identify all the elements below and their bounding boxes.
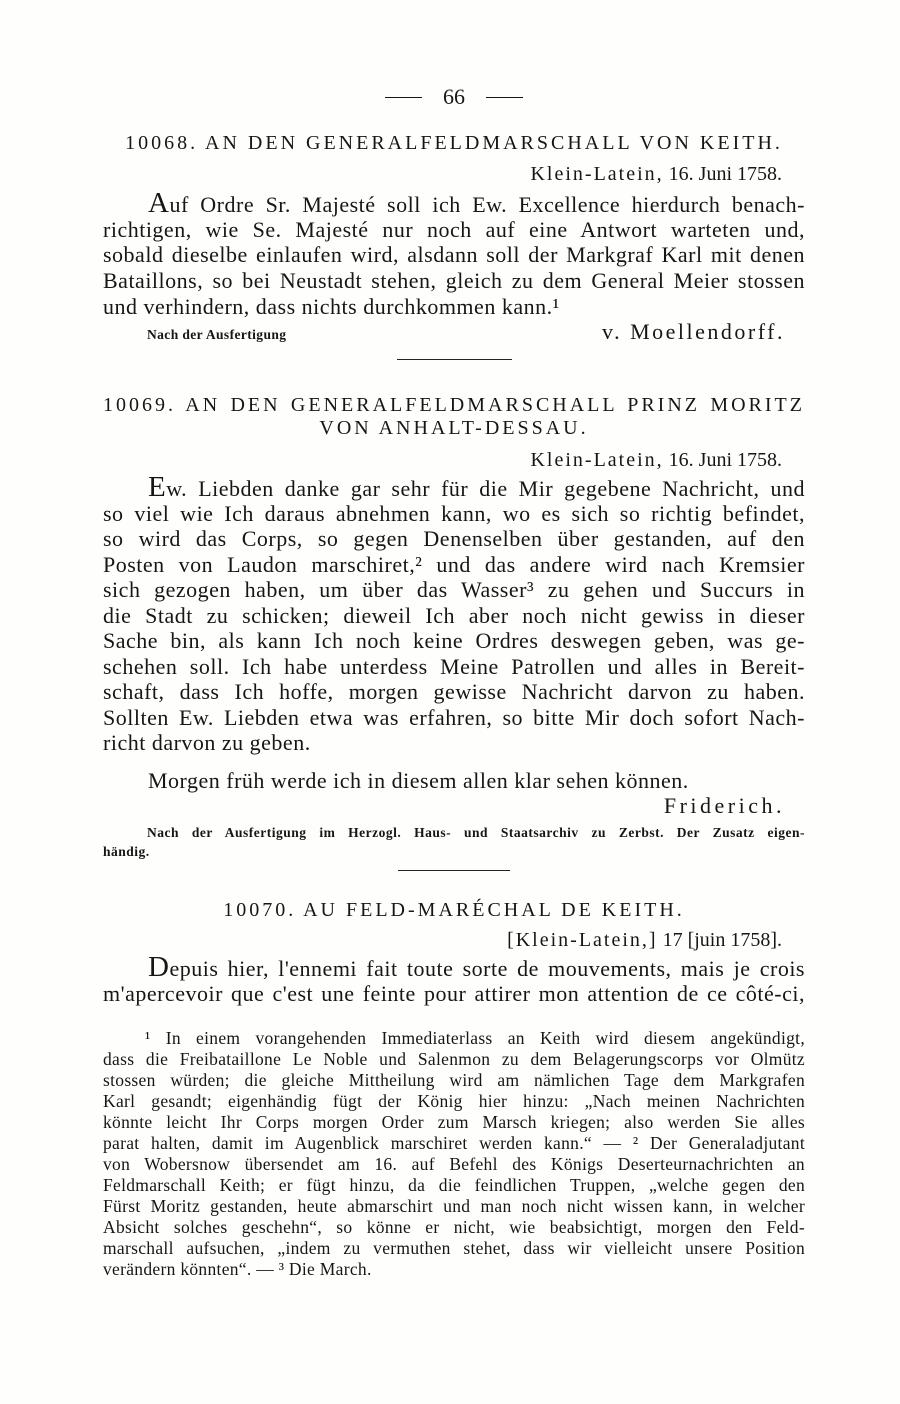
dateline	[103, 448, 805, 472]
footnote-line: dass die Freibataillone Le Noble und Salenmon zu dem Belagerungscorps vor Olmütz	[103, 1049, 805, 1069]
signature: Friderich.	[663, 793, 785, 818]
body-line: richt darvon zu geben.	[103, 730, 311, 755]
source-note-line: händig.	[103, 844, 150, 859]
dateline-date: 16. Juni 1758.	[668, 449, 782, 471]
letter-heading-line	[103, 132, 805, 155]
dateline-place: Klein-Latein,	[530, 449, 664, 471]
footnote-line: von Wobersnow übersendet am 16. auf Befehl des Königs Deserteurnachrichten an	[103, 1154, 805, 1174]
letter-body	[103, 471, 805, 756]
letter-addressee: AU FELD-MARÉCHAL DE KEITH.	[303, 899, 685, 921]
footnote-line: parat halten, damit im Augenblick marschiret werden kann.“ — ² Der Generaladjutant	[103, 1133, 805, 1153]
letter-heading	[103, 394, 805, 440]
body-line: Depuis hier, l'ennemi fait toute sorte de mouvements, mais je crois	[148, 951, 805, 983]
body-line: Posten von Laudon marschiret,² und das andere wird nach Kremsier	[103, 551, 805, 577]
footnote-line: Karl gesandt; eigenhändig fügt der König hier hinzu: „Nach meinen Nachrichten	[103, 1091, 805, 1111]
body-line: sobald dieselbe einlaufen wird, alsdann soll der Markgraf Karl mit denen	[103, 242, 805, 268]
dateline-date: 16. Juni 1758.	[668, 163, 782, 185]
body-line: sich gezogen haben, um über das Wasser³ zu gehen und Succurs in	[103, 577, 805, 602]
page-number: 66	[443, 84, 465, 109]
dateline-place: Klein-Latein,	[530, 163, 664, 185]
body-line: schaft, dass Ich hoffe, morgen gewisse Nachricht darvon zu haben.	[103, 679, 805, 704]
letter-heading	[103, 132, 805, 155]
letter-heading	[103, 899, 805, 922]
signature-line	[103, 319, 805, 348]
header-dash-right	[486, 97, 523, 98]
body-line: so wird das Corps, so gegen Denenselben über gestanden, auf den	[103, 526, 805, 551]
page-header	[8, 84, 900, 110]
body-line: Morgen früh werde ich in diesem allen klar sehen können.	[148, 768, 689, 793]
dateline	[103, 928, 805, 952]
letter-number: 10069.	[103, 394, 176, 416]
body-line: so viel wie Ich daraus abnehmen kann, wo es sich so richtig befindet,	[103, 500, 805, 526]
footnote-line: Fürst Moritz gestanden, heute abmarschirt und man noch nicht wissen kann, in welcher	[103, 1196, 805, 1216]
body-line: Sache bin, als kann Ich noch keine Ordres deswegen geben, was ge-	[103, 628, 805, 653]
source-note	[103, 823, 805, 861]
letter-body	[103, 187, 805, 319]
footnote-line: Absicht solches geschehn“, so könne er nicht, wie beabsichtigt, morgen den Feld-	[103, 1217, 805, 1237]
source-note-line: Nach der Ausfertigung im Herzogl. Haus- und Staatsarchiv zu Zerbst. Der Zusatz eigen-	[147, 825, 805, 840]
body-line: Sollten Ew. Liebden etwa was erfahren, so bitte Mir doch sofort Nach-	[103, 704, 805, 730]
letter-addressee: AN DEN GENERALFELDMARSCHALL VON KEITH.	[205, 132, 783, 154]
source-note: Nach der Ausfertigung	[147, 327, 287, 342]
letter-number: 10070.	[223, 899, 297, 921]
letter-heading-line	[103, 899, 805, 922]
postscript	[103, 768, 805, 794]
footnote-line: verändern könnten“. — ³ Die March.	[103, 1259, 372, 1279]
body-line: richtigen, wie Se. Majesté nur noch auf eine Antwort warteten und,	[103, 216, 805, 242]
footnote-line: ¹ In einem vorangehenden Immediaterlass an Keith wird diesem angekündigt,	[145, 1028, 805, 1048]
body-line: Ew. Liebden danke gar sehr für die Mir gegebene Nachricht, und	[148, 471, 805, 503]
separator-rule	[398, 870, 510, 871]
body-line: die Stadt zu schicken; dieweil Ich aber noch nicht gewiss in dieser	[103, 602, 805, 628]
footnote-line: Feldmarschall Keith; er fügt hinzu, da die feindlichen Truppen, „welche gegen den	[103, 1175, 805, 1195]
letter-heading-line	[103, 394, 805, 417]
body-line: m'apercevoir que c'est une feinte pour attirer mon attention de ce côté-ci,	[103, 980, 805, 1006]
dateline-place: [Klein-Latein,]	[507, 929, 658, 951]
dateline	[103, 162, 805, 186]
signature: v. Moellendorff.	[602, 319, 785, 344]
body-line: Auf Ordre Sr. Majesté soll ich Ew. Excellence hierdurch benach-	[148, 187, 805, 219]
header-dash-left	[385, 97, 422, 98]
body-line: Bataillons, so bei Neustadt stehen, gleich zu dem General Meier stossen	[103, 268, 805, 294]
separator-rule	[397, 359, 512, 360]
body-line: und verhindern, dass nichts durchkommen kann.¹	[103, 293, 560, 319]
dateline-date: 17 [juin 1758].	[662, 929, 782, 951]
body-line: schehen soll. Ich habe unterdess Meine Patrollen und alles in Bereit-	[103, 653, 805, 679]
footnote-line: marschall aufsuchen, „indem zu vermuthen stehet, dass wir vielleicht unsere Position	[103, 1238, 805, 1258]
footnotes	[103, 1028, 805, 1280]
letter-body	[103, 951, 805, 1006]
letter-addressee: AN DEN GENERALFELDMARSCHALL PRINZ MORITZ	[185, 394, 805, 416]
footnote-line: stossen würden; die gleiche Mittheilung wird am nämlichen Tage dem Markgrafen	[103, 1070, 805, 1090]
footnote-line: könnte leicht Ihr Corps morgen Order zum Marsch kriegen; also werden Sie alles	[103, 1112, 805, 1132]
letter-number: 10068.	[125, 132, 199, 154]
letter-heading-line: VON ANHALT-DESSAU.	[319, 417, 589, 439]
